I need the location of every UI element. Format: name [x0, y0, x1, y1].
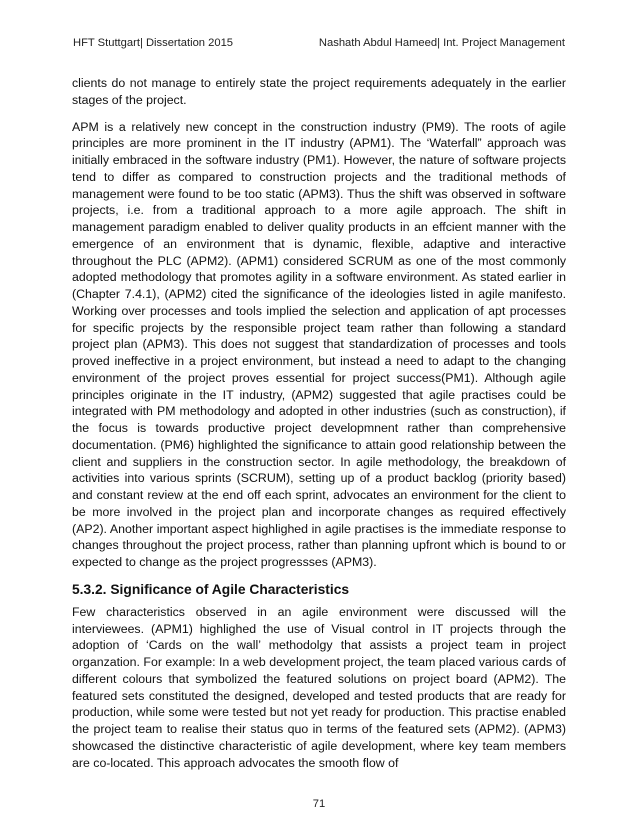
page-body	[72, 75, 566, 781]
section-heading: 5.3.2. Significance of Agile Characteristics	[72, 581, 350, 597]
paragraph-apm-concept: APM is a relatively new concept in the construction industry (PM9). The roots of agile principles are more prominent in the IT industry (APM1). The ‘Waterfall” approach was initially embraced in the software industry (PM1). However, the nature of software projects tend to differ as compared to construction projects and the traditional methods of management were found to be too static (APM3). Thus the shift was observed in software projects, i.e. from a traditional approach to a more agile approach. The shift in management paradigm enabled to deliver quality products in an effcient manner with the emergence of an environment that is dynamic, flexible, adaptive and interactive throughout the PLC (APM2). (APM1) considered SCRUM as one of the most commonly adopted methodology that promotes agility in a software environment. As stated earlier in (Chapter 7.4.1), (APM2) cited the significance of the ideologies listed in agile manifesto. Working over processes and tools implied the selection and application of apt processes for specific projects by the responsible project team rather than following a standard project plan (APM3). This does not suggest that standardization of processes and tools proved ineffective in a project environment, but instead a need to adapt to the changing environment of the project proves essential for project success(PM1). Although agile principles originate in the IT industry, (APM2) suggested that agile practises could be integrated with PM methodology and adopted in other industries (such as construction), if the focus is towards productive project developmnent rather than comprehensive documentation. (PM6) highlighted the significance to attain good relationship between the client and suppliers in the construction sector. In agile methodology, the breakdown of activities into various sprints (SCRUM), setting up of a product backlog (priority based) and constant review at the end off each sprint, advocates an environment for the client to be more involved in the project plan and incorporate changes as required effectively (AP2). Another important aspect highlighed in agile practises is the immediate response to changes throughout the project process, rather than planning upfront which is bound to or expected to change as the project progressses (APM3).	[72, 119, 566, 569]
page-number: 71	[312, 798, 326, 810]
page-header	[73, 37, 565, 53]
paragraph-agile-characteristics: Few characteristics observed in an agile environment were discussed will the interviewees. (APM1) highlighed the use of Visual control in IT projects through the adoption of ‘Cards on the wall’ methodolgy that assists a project team in project organzation. For example: In a web development project, the team placed various cards of different colours that symbolized the featured solutions on project board (APM2). The featured sets constituted the designed, developed and tested products that are ready for production, while some were tested but not yet ready for production. This practise enabled the project team to realise their status quo in terms of the featured sets (APM2). (APM3) showcased the distinctive characteristic of agile development, where key team members are co-located. This approach advocates the smooth flow of	[72, 604, 566, 770]
paragraph-continuation: clients do not manage to entirely state the project requirements adequately in the earlier stages of the project.	[72, 76, 566, 107]
header-right-text: Nashath Abdul Hameed| Int. Project Management	[318, 37, 565, 49]
header-left-text: HFT Stuttgart| Dissertation 2015	[73, 37, 234, 49]
